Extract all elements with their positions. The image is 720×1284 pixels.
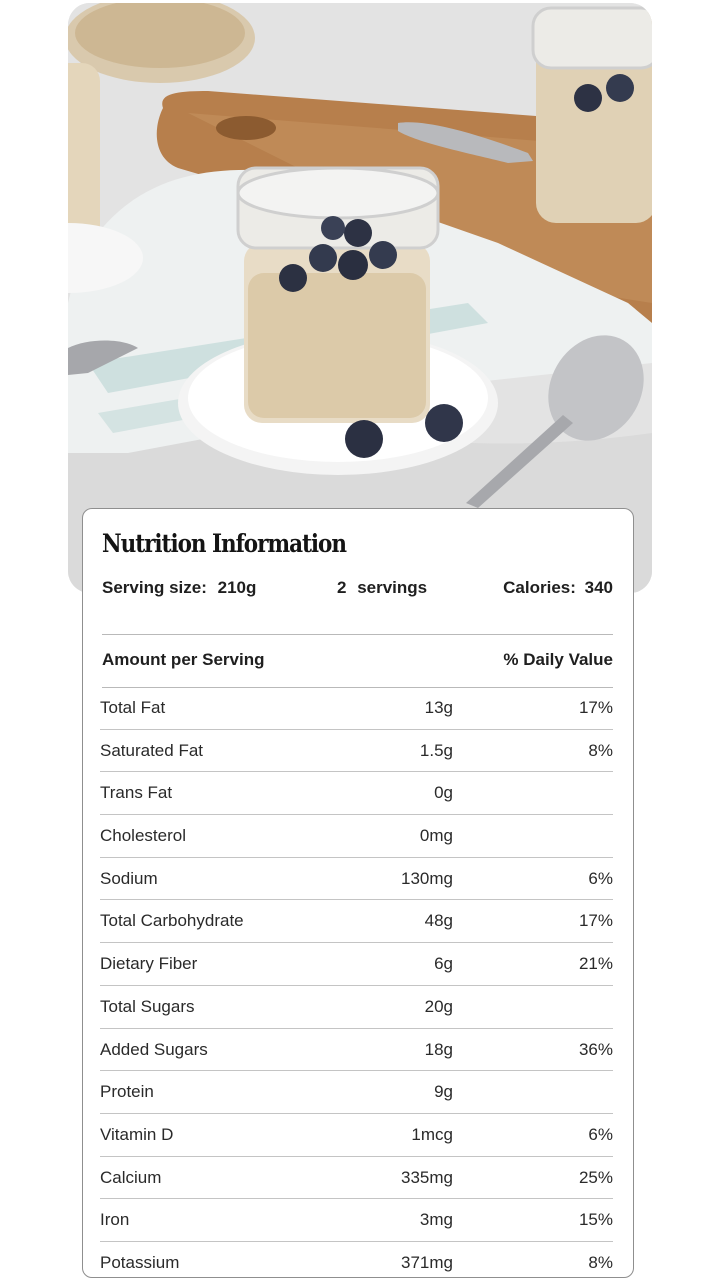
nutrient-name: Added Sugars	[100, 1039, 208, 1059]
nutrient-amount: 335mg	[401, 1167, 453, 1187]
nutrient-name: Total Fat	[100, 698, 166, 717]
nutrient-name: Potassium	[100, 1252, 180, 1272]
nutrient-name: Calcium	[100, 1167, 162, 1187]
nutrient-daily-value: 8%	[588, 740, 613, 760]
nutrient-amount: 13g	[424, 698, 453, 717]
nutrient-daily-value: 6%	[588, 868, 613, 888]
nutrient-amount: 48g	[424, 911, 453, 931]
nutrient-amount: 3mg	[419, 1210, 453, 1230]
nutrient-name: Trans Fat	[100, 783, 173, 803]
nutrient-daily-value: 15%	[578, 1210, 613, 1230]
table-row	[100, 1157, 613, 1200]
table-row	[100, 1071, 613, 1114]
table-row	[100, 730, 613, 773]
servings	[337, 578, 427, 598]
amount-header: Amount per Serving	[102, 650, 265, 669]
nutrient-name: Total Carbohydrate	[100, 911, 244, 931]
nutrient-daily-value: 17%	[578, 911, 613, 931]
nutrient-amount: 1mcg	[411, 1124, 453, 1144]
table-header	[102, 650, 613, 674]
nutrient-name: Sodium	[100, 868, 158, 888]
hero-image	[68, 3, 652, 593]
nutrition-title: Nutrition Information	[102, 529, 346, 558]
nutrient-amount: 0mg	[419, 826, 453, 846]
table-row	[100, 858, 613, 901]
nutrient-name: Saturated Fat	[100, 740, 204, 760]
serving-summary	[102, 578, 613, 602]
table-row	[100, 772, 613, 815]
nutrient-daily-value: 6%	[588, 1124, 613, 1144]
nutrient-daily-value: 25%	[578, 1167, 613, 1187]
nutrient-amount: 0g	[434, 783, 453, 803]
nutrient-amount: 1.5g	[419, 740, 453, 760]
nutrient-table	[100, 687, 613, 1284]
table-row	[100, 900, 613, 943]
nutrient-name: Cholesterol	[100, 826, 186, 846]
serving-size-label: Serving size:	[102, 578, 207, 597]
nutrient-name: Dietary Fiber	[100, 954, 198, 974]
table-row	[100, 687, 613, 730]
nutrient-daily-value: 36%	[578, 1039, 613, 1059]
nutrient-daily-value: 21%	[578, 954, 613, 974]
nutrient-amount: 20g	[424, 996, 453, 1016]
table-row	[100, 815, 613, 858]
calories-value: 340	[584, 578, 613, 597]
nutrient-amount: 6g	[434, 954, 453, 974]
calories	[503, 578, 613, 598]
nutrient-daily-value: 8%	[588, 1252, 613, 1272]
calories-label: Calories:	[503, 578, 576, 597]
nutrient-amount: 18g	[424, 1039, 453, 1059]
table-row	[100, 1114, 613, 1157]
nutrient-amount: 130mg	[401, 868, 453, 888]
divider	[102, 634, 613, 635]
table-row	[100, 1029, 613, 1072]
daily-value-header: % Daily Value	[503, 650, 613, 669]
nutrient-name: Iron	[100, 1210, 130, 1230]
table-row	[100, 1242, 613, 1284]
nutrient-name: Total Sugars	[100, 996, 195, 1016]
oats-illustration	[68, 3, 652, 593]
serving-size	[102, 578, 256, 598]
servings-label: servings	[357, 578, 428, 597]
serving-size-value: 210g	[217, 578, 257, 597]
nutrition-card	[82, 508, 634, 1278]
table-row	[100, 1199, 613, 1242]
nutrient-name: Protein	[100, 1082, 154, 1102]
nutrient-name: Vitamin D	[100, 1124, 174, 1144]
table-row	[100, 943, 613, 986]
nutrient-amount: 9g	[434, 1082, 453, 1102]
nutrient-daily-value: 17%	[578, 698, 613, 717]
servings-count: 2	[337, 578, 347, 597]
table-row	[100, 986, 613, 1029]
nutrient-amount: 371mg	[401, 1252, 453, 1272]
